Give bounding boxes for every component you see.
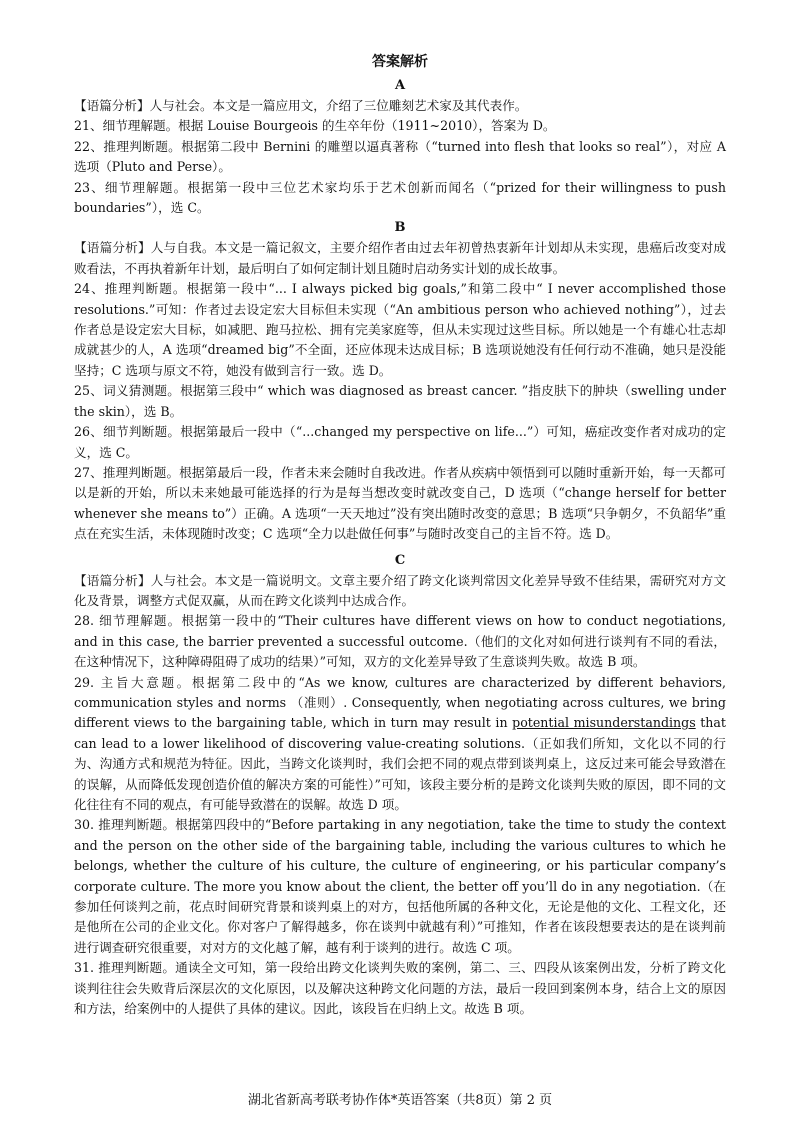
section-b-heading: B: [394, 220, 406, 236]
page-title: 答案解析: [372, 54, 428, 70]
section-a-analysis: 【语篇分析】人与社会。本文是一篇应用文，介绍了三位雕刻艺术家及其代表作。: [74, 98, 528, 113]
section-b-analysis: 【语篇分析】人与自我。本文是一篇记叙文，主要介绍作者由过去年初曾热衷新年计划却从未实现，患癌后改变对成败看法，不再执着新年计划，最后明白了如何定制计划且随时启动务实计划的成长故事。: [74, 240, 726, 276]
answer-29: [74, 673, 726, 816]
answer-29-before: 29. 主旨大意题。根据第二段中的“As we know, cultures are characterized by different behaviors, communication styles and norms （准则）. Consequently, when negotiating across cultures, we bring different views to the bargaining table, which in turn may result in: [74, 674, 726, 731]
section-a-heading: A: [394, 78, 406, 93]
answer-23: 23、细节理解题。根据第一段中三位艺术家均乐于艺术创新而闻名（“prized for their willingness to push boundaries”），选 C。: [74, 179, 726, 216]
answer-31: 31. 推理判断题。通读全文可知，第一段给出跨文化谈判失败的案例，第二、三、四段从该案例出发，分析了跨文化谈判往往会失败背后深层次的文化原因，以及解决这种跨文化问题的方法，最后一段回到案例本身，结合上文的原因和方法，给案例中的人提供了具体的建议。因此，该段旨在归纳上文。故选 B 项。: [74, 960, 726, 1017]
answer-29-underlined: potential misunderstandings: [512, 715, 696, 731]
answer-25: 25、词义猜测题。根据第三段中“ which was diagnosed as breast cancer. ”指皮肤下的肿块（swelling under the skin），选 B。: [74, 383, 726, 419]
answer-29-after: that can lead to a lower likelihood of discovering value-creating solutions.（正如我们所知，文化以不同的行为、沟通方式和规范为特征。因此，当跨文化谈判时，我们会把不同的观点带到谈判桌上，这反过来可能会导致潜在的误解，从而降低发现创造价值的解决方案的可能性）”可知，该段主要分析的是跨文化谈判失败的原因，即不同的文化往往有不同的观点，有可能导致潜在的误解。故选 D 项。: [74, 715, 726, 812]
answer-24: 24、推理判断题。根据第一段中“... I always picked big goals,”和第二段中“ I never accomplished those resolutions.”可知：作者过去设定宏大目标但未实现（“An ambitious person who achieved nothing”），过去作者总是设定宏大目标，如减肥、跑马拉松、拥有完美家庭等，但从未实现过这些目标。所以她是一个有雄心壮志却成就甚少的人，A 选项“dreamed big”不全面，还应体现未达成目标；B 选项说她没有任何行动不准确，她只是没能坚持；C 选项与原文不符，她没有做到言行一致。选 D。: [74, 281, 726, 378]
section-c-heading: C: [394, 552, 406, 568]
answer-21: 21、细节理解题。根据 Louise Bourgeois 的生卒年份（1911~2010），答案为 D。: [74, 118, 556, 134]
answer-28: 28. 细节理解题。根据第一段中的“Their cultures have different views on how to conduct negotiations, and in this case, the barrier prevented a successful outcome.（他们的文化对如何进行谈判有不同的看法，在这种情况下，这种障碍阻碍了成功的结果）”可知，双方的文化差异导致了生意谈判失败。故选 B 项。: [74, 613, 726, 670]
section-c-analysis: 【语篇分析】人与社会。本文是一篇说明文。文章主要介绍了跨文化谈判常因文化差异导致不佳结果，需研究对方文化及背景，调整方式促双赢，从而在跨文化谈判中达成合作。: [74, 572, 726, 608]
answer-30: 30. 推理判断题。根据第四段中的“Before partaking in any negotiation, take the time to study the context and the person on the other side of the bargaining table, including the various cultures to which he belongs, whether the culture of his culture, the culture of engineering, or his particular company’s corporate culture. The more you know about the client, the better off you’ll do in any negotiation.（在参加任何谈判之前，花点时间研究背景和谈判桌上的对方，包括他所属的各种文化，无论是他的文化、工程文化，还是他所在公司的企业文化。你对客户了解得越多，你在谈判中就越有利）”可推知，作者在该段想要表达的是在谈判前进行调查研究很重要，对对方的文化越了解，越有利于谈判的进行。故选 C 项。: [74, 817, 726, 955]
answer-22: 22、推理判断题。根据第二段中 Bernini 的雕塑以逼真著称（“turned into flesh that looks so real”），对应 A 选项（Pluto and Perse）。: [74, 138, 726, 175]
answer-26: 26、细节判断题。根据第最后一段中（“...changed my perspective on life...”）可知，癌症改变作者对成功的定义，选 C。: [74, 424, 726, 460]
page-footer: 湖北省新高考联考协作体*英语答案（共8页）第 2 页: [247, 1093, 553, 1108]
answer-27: 27、推理判断题。根据第最后一段，作者未来会随时自我改进。作者从疾病中领悟到可以随时重新开始，每一天都可以是新的开始，所以未来她最可能选择的行为是每当想改变时就改变自己，D 选项（“change herself for better whenever she means to”）正确。A 选项“一天天地过”没有突出随时改变的意思；B 选项“只争朝夕，不负韶华”重点在充实生活，未体现随时改变；C 选项“全力以赴做任何事”与随时改变自己的主旨不符。选 D。: [74, 464, 726, 542]
